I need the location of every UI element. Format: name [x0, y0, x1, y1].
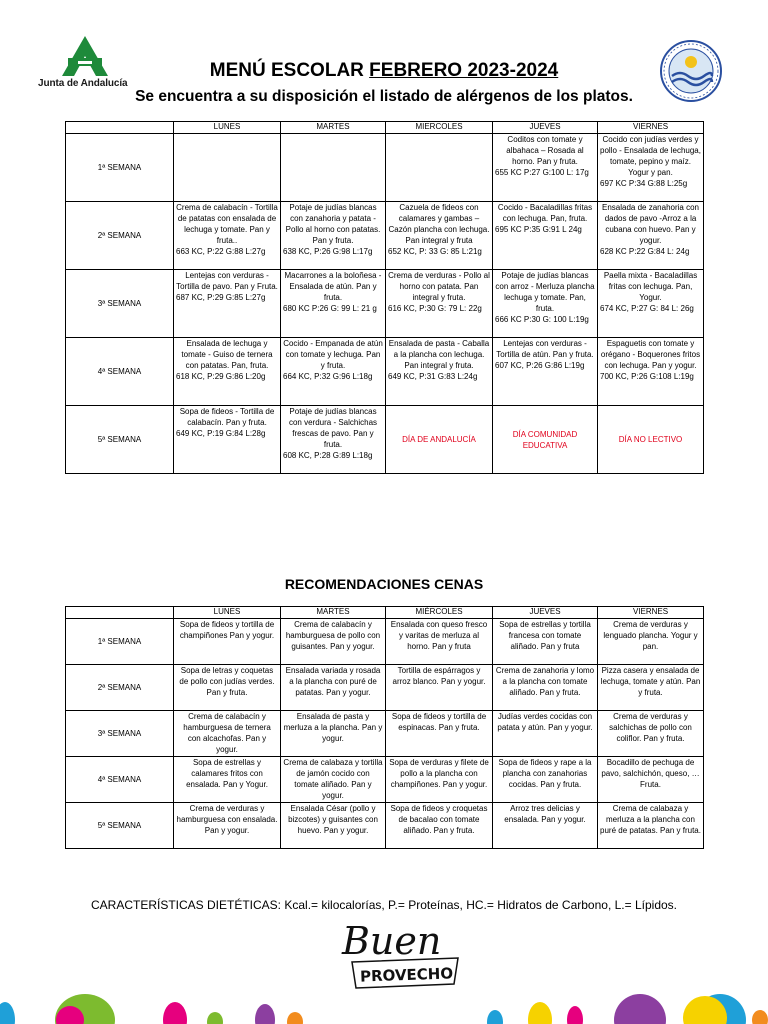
table-row [66, 757, 704, 803]
dinner-cell: Sopa de verduras y filete de pollo a la plancha con champiñones. Pan y yogur. [386, 757, 493, 803]
nutrition-text: 695 KC P:35 G:91 L 24g [495, 225, 582, 234]
lunch-header-empty [66, 122, 174, 134]
lunch-cell [174, 134, 281, 202]
dish-text: Ensalada de pasta - Caballa a la plancha con lechuga. Pan integral y fruta. [388, 339, 490, 370]
lunch-cell [174, 338, 281, 406]
holiday-cell: DÍA NO LECTIVO [598, 406, 704, 474]
dinner-cell: Crema de calabacín y hamburguesa de pollo con guisantes. Pan y yogur. [281, 619, 386, 665]
nutrition-text: 664 KC, P:32 G:96 L:18g [283, 372, 373, 381]
dish-text: Paella mixta - Bacaladillas fritas con lechuga. Pan, Yogur. [603, 271, 698, 302]
table-row [66, 134, 704, 202]
nutrition-text: 649 KC, P:19 G:84 L:28g [176, 429, 266, 438]
dinner-cell: Crema de verduras y salchichas de pollo con coliflor. Pan y fruta. [598, 711, 704, 757]
nutrition-text: 649 KC, P:31 G:83 L:24g [388, 372, 478, 381]
nutrition-text: 680 KC P:26 G: 99 L: 21 g [283, 304, 377, 313]
lunch-cell [598, 134, 704, 202]
dinner-cell: Sopa de fideos y rape a la plancha con zanahorias cocidas. Pan y fruta. [493, 757, 598, 803]
holiday-cell: DÍA DE ANDALUCÍA [386, 406, 493, 474]
lunch-cell [281, 270, 386, 338]
lunch-cell [598, 270, 704, 338]
lunch-cell [598, 202, 704, 270]
dinner-cell: Ensalada César (pollo y bizcotes) y guisantes con huevo. Pan y yogur. [281, 803, 386, 849]
table-row [66, 270, 704, 338]
lunch-header-day: MIERCOLES [386, 122, 493, 134]
dinner-header-row [66, 607, 704, 619]
lunch-cell [281, 134, 386, 202]
dinner-header-empty [66, 607, 174, 619]
week-label: 5ª SEMANA [66, 803, 174, 849]
lunch-cell [281, 406, 386, 474]
dinner-cell: Crema de calabacín y hamburguesa de ternera con alcachofas. Pan y yogur. [174, 711, 281, 757]
week-label: 2ª SEMANA [66, 202, 174, 270]
dinner-cell: Judías verdes cocidas con patata y atún. Pan y yogur. [493, 711, 598, 757]
dinner-header-day: LUNES [174, 607, 281, 619]
week-label: 1ª SEMANA [66, 134, 174, 202]
lunch-cell [281, 338, 386, 406]
table-row [66, 338, 704, 406]
nutrition-text: 608 KC, P:28 G:89 L:18g [283, 451, 373, 460]
week-label: 4ª SEMANA [66, 757, 174, 803]
dinner-cell: Arroz tres delicias y ensalada. Pan y yogur. [493, 803, 598, 849]
nutrition-text: 700 KC, P:26 G:108 L:19g [600, 372, 694, 381]
lunch-cell [281, 202, 386, 270]
dish-text: Sopa de fideos - Tortilla de calabacín. Pan y fruta. [179, 407, 275, 427]
dish-text: Ensalada de lechuga y tomate - Guiso de ternera con patatas. Pan, fruta. [181, 339, 273, 370]
provecho-text: PROVECHO [359, 964, 454, 986]
dish-text: Ensalada de zanahoria con dados de pavo -Arroz a la cubana con huevo. Pan y yogur. [602, 203, 699, 245]
dinner-cell: Ensalada con queso fresco y varitas de merluza al horno. Pan y fruta [386, 619, 493, 665]
week-label: 3ª SEMANA [66, 270, 174, 338]
nutrition-text: 638 KC, P:26 G:98 L:17g [283, 247, 373, 256]
dish-text: Lentejas con verduras - Tortilla de pavo. Pan y Fruta. [176, 271, 278, 291]
dish-text: Potaje de judías blancas con zanahoria y patata - Pollo al horno con patatas. Pan y fruta. [285, 203, 381, 245]
lunch-cell [386, 134, 493, 202]
table-row [66, 619, 704, 665]
dish-text: Potaje de judías blancas con verdura - Salchichas frescas de pavo. Pan y fruta. [288, 407, 378, 449]
dish-text: Macarrones a la boloñesa - Ensalada de atún. Pan y fruta. [284, 271, 382, 302]
week-label: 1ª SEMANA [66, 619, 174, 665]
dinner-header-day: VIERNES [598, 607, 704, 619]
dinner-cell: Tortilla de espárragos y arroz blanco. Pan y yogur. [386, 665, 493, 711]
page-subtitle: Se encuentra a su disposición el listado de alérgenos de los platos. [135, 88, 633, 105]
dish-text: Cocido con judías verdes y pollo - Ensalada de lechuga, tomate, pepino y maíz. Yogur y pan. [600, 135, 701, 177]
dinner-cell: Ensalada de pasta y merluza a la plancha. Pan y yogur. [281, 711, 386, 757]
nutrition-text: 666 KC P:30 G: 100 L:19g [495, 315, 589, 324]
org-name: Junta de Andalucía [38, 78, 128, 89]
title-prefix: MENÚ ESCOLAR [209, 60, 370, 81]
dish-text: Cazuela de fideos con calamares y gambas – Cazón plancha con lechuga. Pan integral y fruta [388, 203, 490, 245]
dinner-cell: Sopa de estrellas y tortilla francesa con tomate aliñado. Pan y fruta [493, 619, 598, 665]
nutrition-text: 618 KC, P:29 G:86 L:20g [176, 372, 266, 381]
lunch-menu-table [65, 121, 704, 474]
week-label: 2ª SEMANA [66, 665, 174, 711]
dish-text: Crema de verduras - Pollo al horno con patata. Pan integral y fruta. [388, 271, 490, 302]
nutrition-text: 655 KC P:27 G:100 L: 17g [495, 168, 589, 177]
nutrition-text: 607 KC, P:26 G:86 L:19g [495, 361, 585, 370]
dinner-cell: Sopa de fideos y croquetas de bacalao con tomate aliñado. Pan y fruta. [386, 803, 493, 849]
dish-text: Potaje de judías blancas con arroz - Merluza plancha lechuga y tomate. Pan, fruta. [495, 271, 595, 313]
lunch-header-day: JUEVES [493, 122, 598, 134]
lunch-cell [386, 338, 493, 406]
buen-text: Buen [342, 919, 442, 963]
dish-text: Cocido - Bacaladillas fritas con lechuga. Pan, fruta. [497, 203, 593, 223]
week-label: 4ª SEMANA [66, 338, 174, 406]
dish-text: Espaguetis con tomate y orégano - Boquerones fritos con lechuga. Pan y yogur. [600, 339, 701, 370]
table-row [66, 665, 704, 711]
title-month: FEBRERO 2023-2024 [369, 60, 559, 81]
lunch-cell [174, 270, 281, 338]
dish-text: Cocido - Empanada de atún con tomate y lechuga. Pan y fruta. [283, 339, 383, 370]
dinner-cell: Sopa de letras y coquetas de pollo con judías verdes. Pan y fruta. [174, 665, 281, 711]
dinner-header-day: MIÉRCOLES [386, 607, 493, 619]
nutrition-text: 663 KC, P:22 G:88 L:27g [176, 247, 266, 256]
lunch-header-day: MARTES [281, 122, 386, 134]
lunch-cell [493, 338, 598, 406]
dinner-cell: Sopa de fideos y tortilla de espinacas. Pan y fruta. [386, 711, 493, 757]
dinner-cell: Crema de zanahoria y lomo a la plancha con tomate aliñado. Pan y fruta. [493, 665, 598, 711]
holiday-cell: DÍA COMUNIDAD EDUCATIVA [493, 406, 598, 474]
dish-text: Lentejas con verduras - Tortilla de atún. Pan y fruta. [496, 339, 594, 359]
week-label: 5ª SEMANA [66, 406, 174, 474]
diet-characteristics-note: CARACTERÍSTICAS DIETÉTICAS: Kcal.= kilocalorías, P.= Proteínas, HC.= Hidratos de Carbono, L.= Lípidos. [90, 898, 678, 912]
dinner-cell: Sopa de fideos y tortilla de champiñones Pan y yogur. [174, 619, 281, 665]
lunch-header-row [66, 122, 704, 134]
lunch-header-day: LUNES [174, 122, 281, 134]
dinner-cell: Crema de calabaza y merluza a la plancha con puré de patatas. Pan y fruta. [598, 803, 704, 849]
nutrition-text: 652 KC, P: 33 G: 85 L:21g [388, 247, 482, 256]
dinner-cell: Ensalada variada y rosada a la plancha con puré de patatas. Pan y yogur. [281, 665, 386, 711]
nutrition-text: 697 KC P:34 G:88 L:25g [600, 179, 688, 188]
dinner-cell: Bocadillo de pechuga de pavo, salchichón, queso, … Fruta. [598, 757, 704, 803]
lunch-cell [493, 134, 598, 202]
dinner-cell: Crema de verduras y hamburguesa con ensalada. Pan y yogur. [174, 803, 281, 849]
lunch-cell [493, 270, 598, 338]
lunch-cell [386, 270, 493, 338]
lunch-cell [386, 202, 493, 270]
table-row [66, 711, 704, 757]
dinner-recommendations-table [65, 606, 704, 849]
week-label: 3ª SEMANA [66, 711, 174, 757]
dinner-header-day: MARTES [281, 607, 386, 619]
dinner-header-day: JUEVES [493, 607, 598, 619]
dish-text: Crema de calabacín - Tortilla de patatas con ensalada de lechuga y tomate. Pan y fruta.. [176, 203, 278, 245]
table-row [66, 202, 704, 270]
table-row [66, 803, 704, 849]
decorative-food-shapes [0, 990, 768, 1024]
table-row [66, 406, 704, 474]
dish-text: Coditos con tomate y albahaca – Rosada al horno. Pan y fruta. [506, 135, 584, 166]
dinner-section-title: RECOMENDACIONES CENAS [284, 576, 484, 592]
lunch-cell [493, 202, 598, 270]
dinner-cell: Sopa de estrellas y calamares fritos con ensalada. Pan y Yogur. [174, 757, 281, 803]
lunch-cell [174, 406, 281, 474]
lunch-header-day: VIERNES [598, 122, 704, 134]
dinner-cell: Pizza casera y ensalada de lechuga, tomate y atún. Pan y fruta. [598, 665, 704, 711]
nutrition-text: 687 KC, P:29 G:85 L:27g [176, 293, 266, 302]
page-title [0, 60, 768, 82]
nutrition-text: 628 KC P:22 G:84 L: 24g [600, 247, 690, 256]
dinner-cell: Crema de verduras y lenguado plancha. Yogur y pan. [598, 619, 704, 665]
lunch-cell [598, 338, 704, 406]
lunch-cell [174, 202, 281, 270]
nutrition-text: 674 KC, P:27 G: 84 L: 26g [600, 304, 694, 313]
nutrition-text: 616 KC, P:30 G: 79 L: 22g [388, 304, 482, 313]
dinner-cell: Crema de calabaza y tortilla de jamón cocido con tomate aliñado. Pan y yogur. [281, 757, 386, 803]
